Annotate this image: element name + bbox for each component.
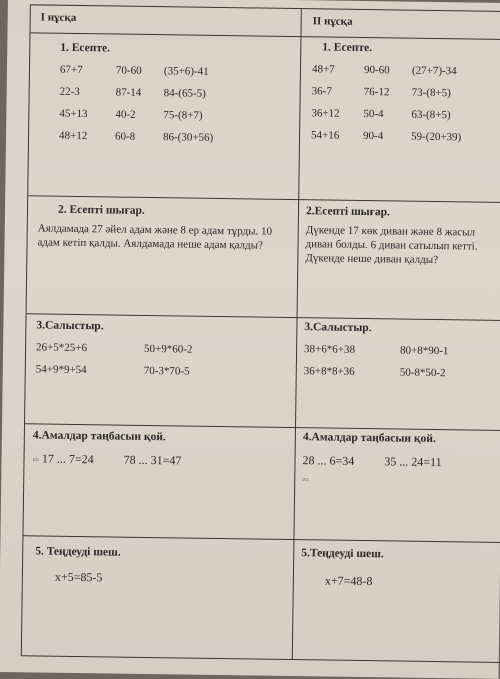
task4-items <box>32 451 302 470</box>
task1-rows <box>59 64 330 146</box>
expression: 76-12 <box>363 85 390 99</box>
task4-item: 78 ... 31=47 <box>123 452 182 468</box>
task3-title: 3.Салыстыр. <box>36 319 104 333</box>
expression: 22-3 <box>59 85 80 99</box>
expression: 50-8*50-2 <box>399 366 446 380</box>
task4-left <box>24 429 302 470</box>
expression: 36+12 <box>311 107 340 120</box>
expression: 54+9*9+54 <box>35 363 87 377</box>
task3-rows <box>304 343 500 380</box>
expression: (27+7)-34 <box>411 64 457 78</box>
expression: 38+6*6+38 <box>304 343 356 356</box>
task1-right <box>301 41 500 144</box>
expression: 63-(8+5) <box>411 108 451 122</box>
variant-2-header: II нұсқа <box>312 15 353 28</box>
expression: 36+8*8+36 <box>303 365 355 378</box>
expression-row <box>36 341 306 357</box>
task2-left <box>27 203 298 253</box>
expression: 26+5*25+6 <box>36 341 88 355</box>
expression: 60-8 <box>114 130 136 143</box>
pencil-mark-icon: ▫▫ <box>32 454 39 465</box>
expression: 54+16 <box>311 129 340 142</box>
task3-right <box>298 321 500 380</box>
task1-left <box>29 41 330 145</box>
expression: (35+6)-41 <box>163 65 209 78</box>
task4-item: 35 ... 24=11 <box>384 454 442 470</box>
task4-title: 4.Амалдар таңбасын қой. <box>302 431 436 446</box>
task3-rows <box>36 341 306 379</box>
task2-title: 2.Есепті шығар. <box>305 205 391 219</box>
expression: 87-14 <box>115 86 142 99</box>
expression: 90-4 <box>362 129 384 143</box>
task3-title: 3.Салыстыр. <box>304 321 372 335</box>
expression-row <box>59 108 329 124</box>
variant-1-header: I нұсқа <box>40 11 77 24</box>
expression: 48+12 <box>58 129 88 143</box>
task5-title: 5.Теңдеуді шеш. <box>301 547 384 561</box>
task4-right <box>296 431 500 487</box>
task4-items <box>302 453 500 471</box>
expression: 86-(30+56) <box>162 131 214 144</box>
task4-title: 4.Амалдар таңбасын қой. <box>32 429 166 444</box>
pencil-mark-icon: ▫▫ <box>302 474 309 485</box>
expression: 70-3*70-5 <box>143 364 190 378</box>
task2-text: Дүкенде 17 көк диван және 8 жасыл диван болды. 6 диван сатылып кетті. Дүкенде неше диван қалды? <box>305 224 478 267</box>
expression: 59-(20+39) <box>410 130 462 144</box>
expression-row <box>312 85 500 100</box>
expression: 67+7 <box>59 63 83 77</box>
expression-row <box>60 86 330 102</box>
task1-title: 1. Есепте. <box>60 41 111 55</box>
expression-row <box>60 64 330 80</box>
task5-left <box>23 545 306 588</box>
expression: 48+7 <box>311 63 335 76</box>
task2-title: 2. Есепті шығар. <box>57 203 145 217</box>
expression: 75-(8+7) <box>163 109 203 122</box>
task3-left <box>26 319 307 379</box>
expression: 40-2 <box>115 108 136 121</box>
expression-row <box>36 363 306 379</box>
task5-equation: х+7=48-8 <box>324 573 373 589</box>
expression-row <box>311 107 500 122</box>
expression: 73-(8+5) <box>411 86 451 100</box>
task5-right <box>295 547 500 591</box>
task4-item: ▫▫ 17 ... 7=24 <box>32 451 94 467</box>
row-divider <box>23 535 500 543</box>
task2-right <box>299 205 500 268</box>
task1-rows <box>311 63 500 144</box>
task1-title: 1. Есепте. <box>322 41 373 55</box>
expression: 50-4 <box>363 107 384 121</box>
expression: 70-60 <box>115 64 142 77</box>
expression: 50+9*60-2 <box>144 342 193 356</box>
expression-row <box>59 130 329 146</box>
row-divider <box>28 195 500 203</box>
worksheet-table <box>21 4 500 663</box>
task4-item: 28 ... 6=34 <box>302 453 355 468</box>
expression: 45+13 <box>59 107 88 121</box>
expression-row <box>304 343 500 358</box>
expression: 36-7 <box>311 85 332 98</box>
expression: 90-60 <box>363 63 390 77</box>
expression-row <box>311 129 500 144</box>
task5-equation: х+5=85-5 <box>54 569 103 585</box>
expression: 80+8*90-1 <box>400 344 449 358</box>
task2-text: Аялдамада 27 әйел адам және 8 ер адам тұрды. 10 адам кетіп қалды. Аялдамада неше адам қалды? <box>37 222 273 252</box>
expression: 84-(65-5) <box>163 87 206 100</box>
expression-row <box>304 365 500 380</box>
expression-row <box>312 63 500 78</box>
task5-title: 5. Теңдеуді шеш. <box>35 545 121 559</box>
